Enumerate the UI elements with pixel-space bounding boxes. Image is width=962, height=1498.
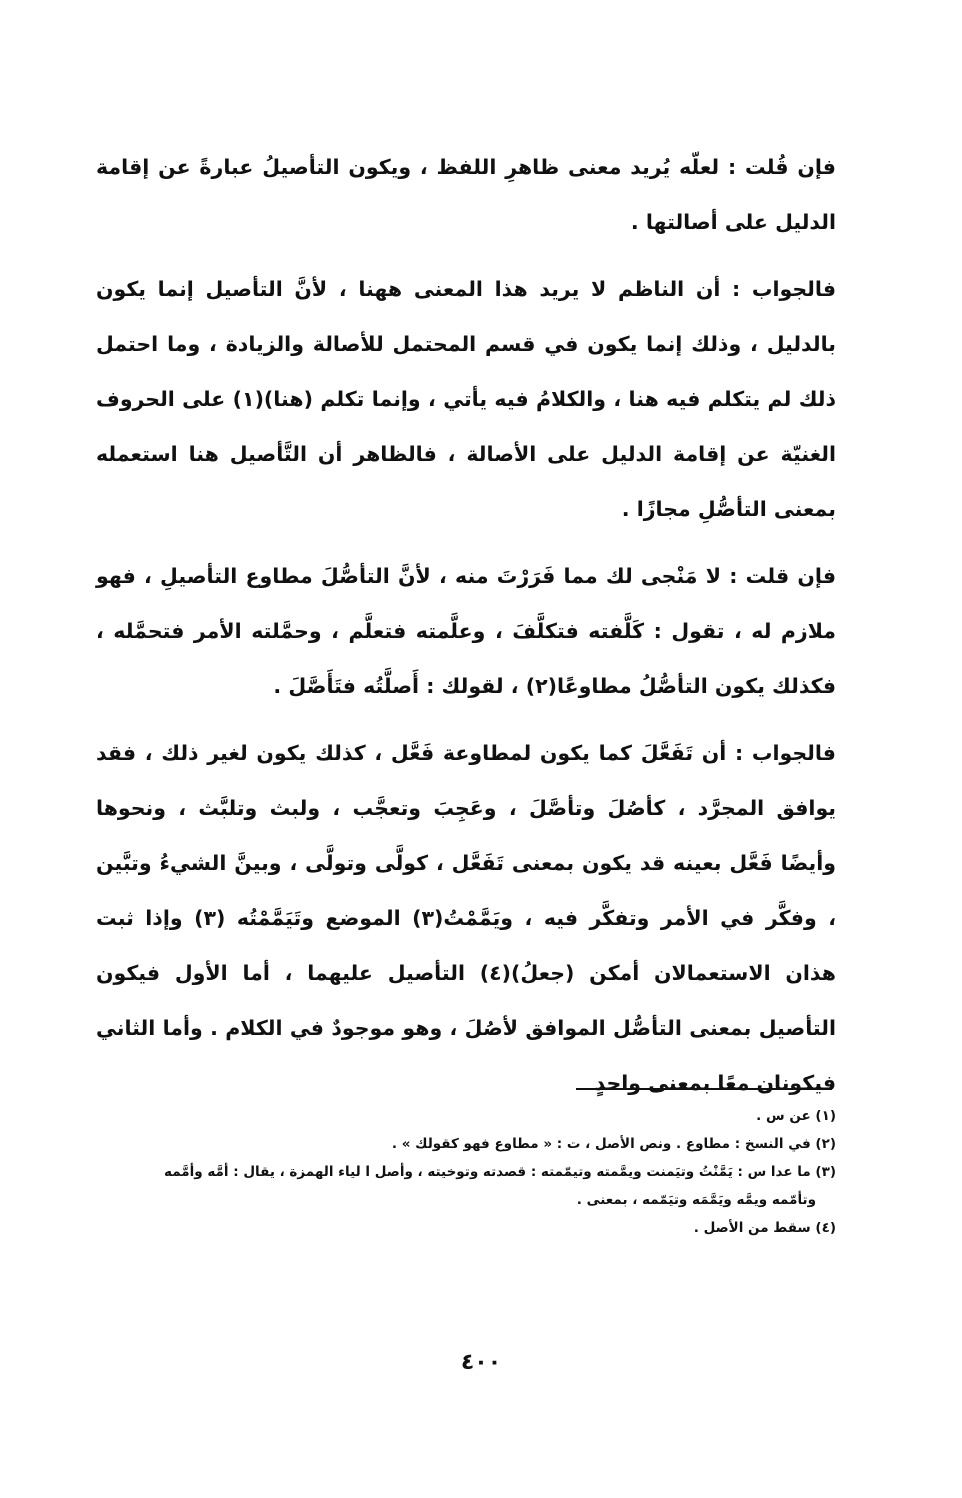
footnote-separator bbox=[576, 1088, 832, 1090]
paragraph-answer-1: فالجواب : أن الناظم لا يريد هذا المعنى ههنا ، لأنَّ التأصيل إنما يكون بالدليل ، وذلك إنما يكون في قسم المحتمل للأصالة والزيادة ، وما احتمل ذلك لم يتكلم فيه هنا ، والكلامُ فيه يأتي ، وإنما تكلم (هنا)(١) على الحروف الغنيّة عن إقامة الدليل على الأصالة ، فالظاهر أن التَّأصيل هنا استعمله بمعنى التأصُّلِ مجازًا . bbox=[96, 277, 837, 521]
page-number: ٤٠٠ bbox=[460, 1350, 502, 1375]
footnote-3: (٣) ما عدا س : يَمَّنْتُ وتيَمنت ويمَّمته وتيمّمته : قصدته وتوخيته ، وأصل ا لياء الهمزة ، يقال : أمَّه وأمَّمه bbox=[164, 1164, 836, 1180]
main-text bbox=[96, 140, 836, 1123]
paragraph-question-1: فإن قُلت : لعلّه يُريد معنى ظاهرِ اللفظ ، ويكون التأصيلُ عبارةً عن إقامة الدليل على أصالتها . bbox=[96, 155, 836, 234]
footnote-2: (٢) في النسخ : مطاوع . ونص الأصل ، ت : « مطاوع فهو كقولك » . bbox=[391, 1136, 836, 1152]
paragraph-question-2: فإن قلت : لا مَنْجى لك مما فَرَرْتَ منه ، لأنَّ التأصُّلَ مطاوع التأصيلِ ، فهو ملازم له ، تقول : كَلَّفته فتكلَّفَ ، وعلَّمته فتعلَّم ، وحمَّلته الأمر فتحمَّله ، فكذلك يكون التأصُّلُ مطاوعًا(٢) ، لقولك : أَصلَّتُه فتَأَصَّلَ . bbox=[96, 564, 836, 698]
footnote-1: (١) عن س . bbox=[756, 1108, 836, 1124]
footnotes bbox=[96, 1102, 836, 1242]
footnote-4: (٤) سقط من الأصل . bbox=[693, 1220, 836, 1236]
footnote-3-continuation: وتأمّمه ويمَّه ويَمَّمَه وتيَمّمه ، بمعنى . bbox=[576, 1192, 816, 1208]
paragraph-answer-2: فالجواب : أن تَفَعَّلَ كما يكون لمطاوعة فَعَّل ، كذلك يكون لغير ذلك ، فقد يوافق المجرَّد ، كأصُلَ وتأصَّلَ ، وعَجِبَ وتعجَّب ، ولبث وتلبَّث ، ونحوها وأيضًا فَعَّل بعينه قد يكون بمعنى تَفَعَّل ، كولَّى وتولَّى ، وبينَّ الشيءُ وتبَّين ، وفكَّر في الأمر وتفكَّر فيه ، ويَمَّمْتُ(٣) الموضع وتَيَمَّمْتُه (٣) وإذا ثبت هذان الاستعمالان أمكن (جعلُ)(٤) التأصيل عليهما ، أما الأول فيكون التأصيل بمعنى التأصُّل الموافق لأصُلَ ، وهو موجودٌ في الكلام . وأما الثاني فيكونان معًا بمعنى واحدٍ bbox=[96, 741, 836, 1095]
